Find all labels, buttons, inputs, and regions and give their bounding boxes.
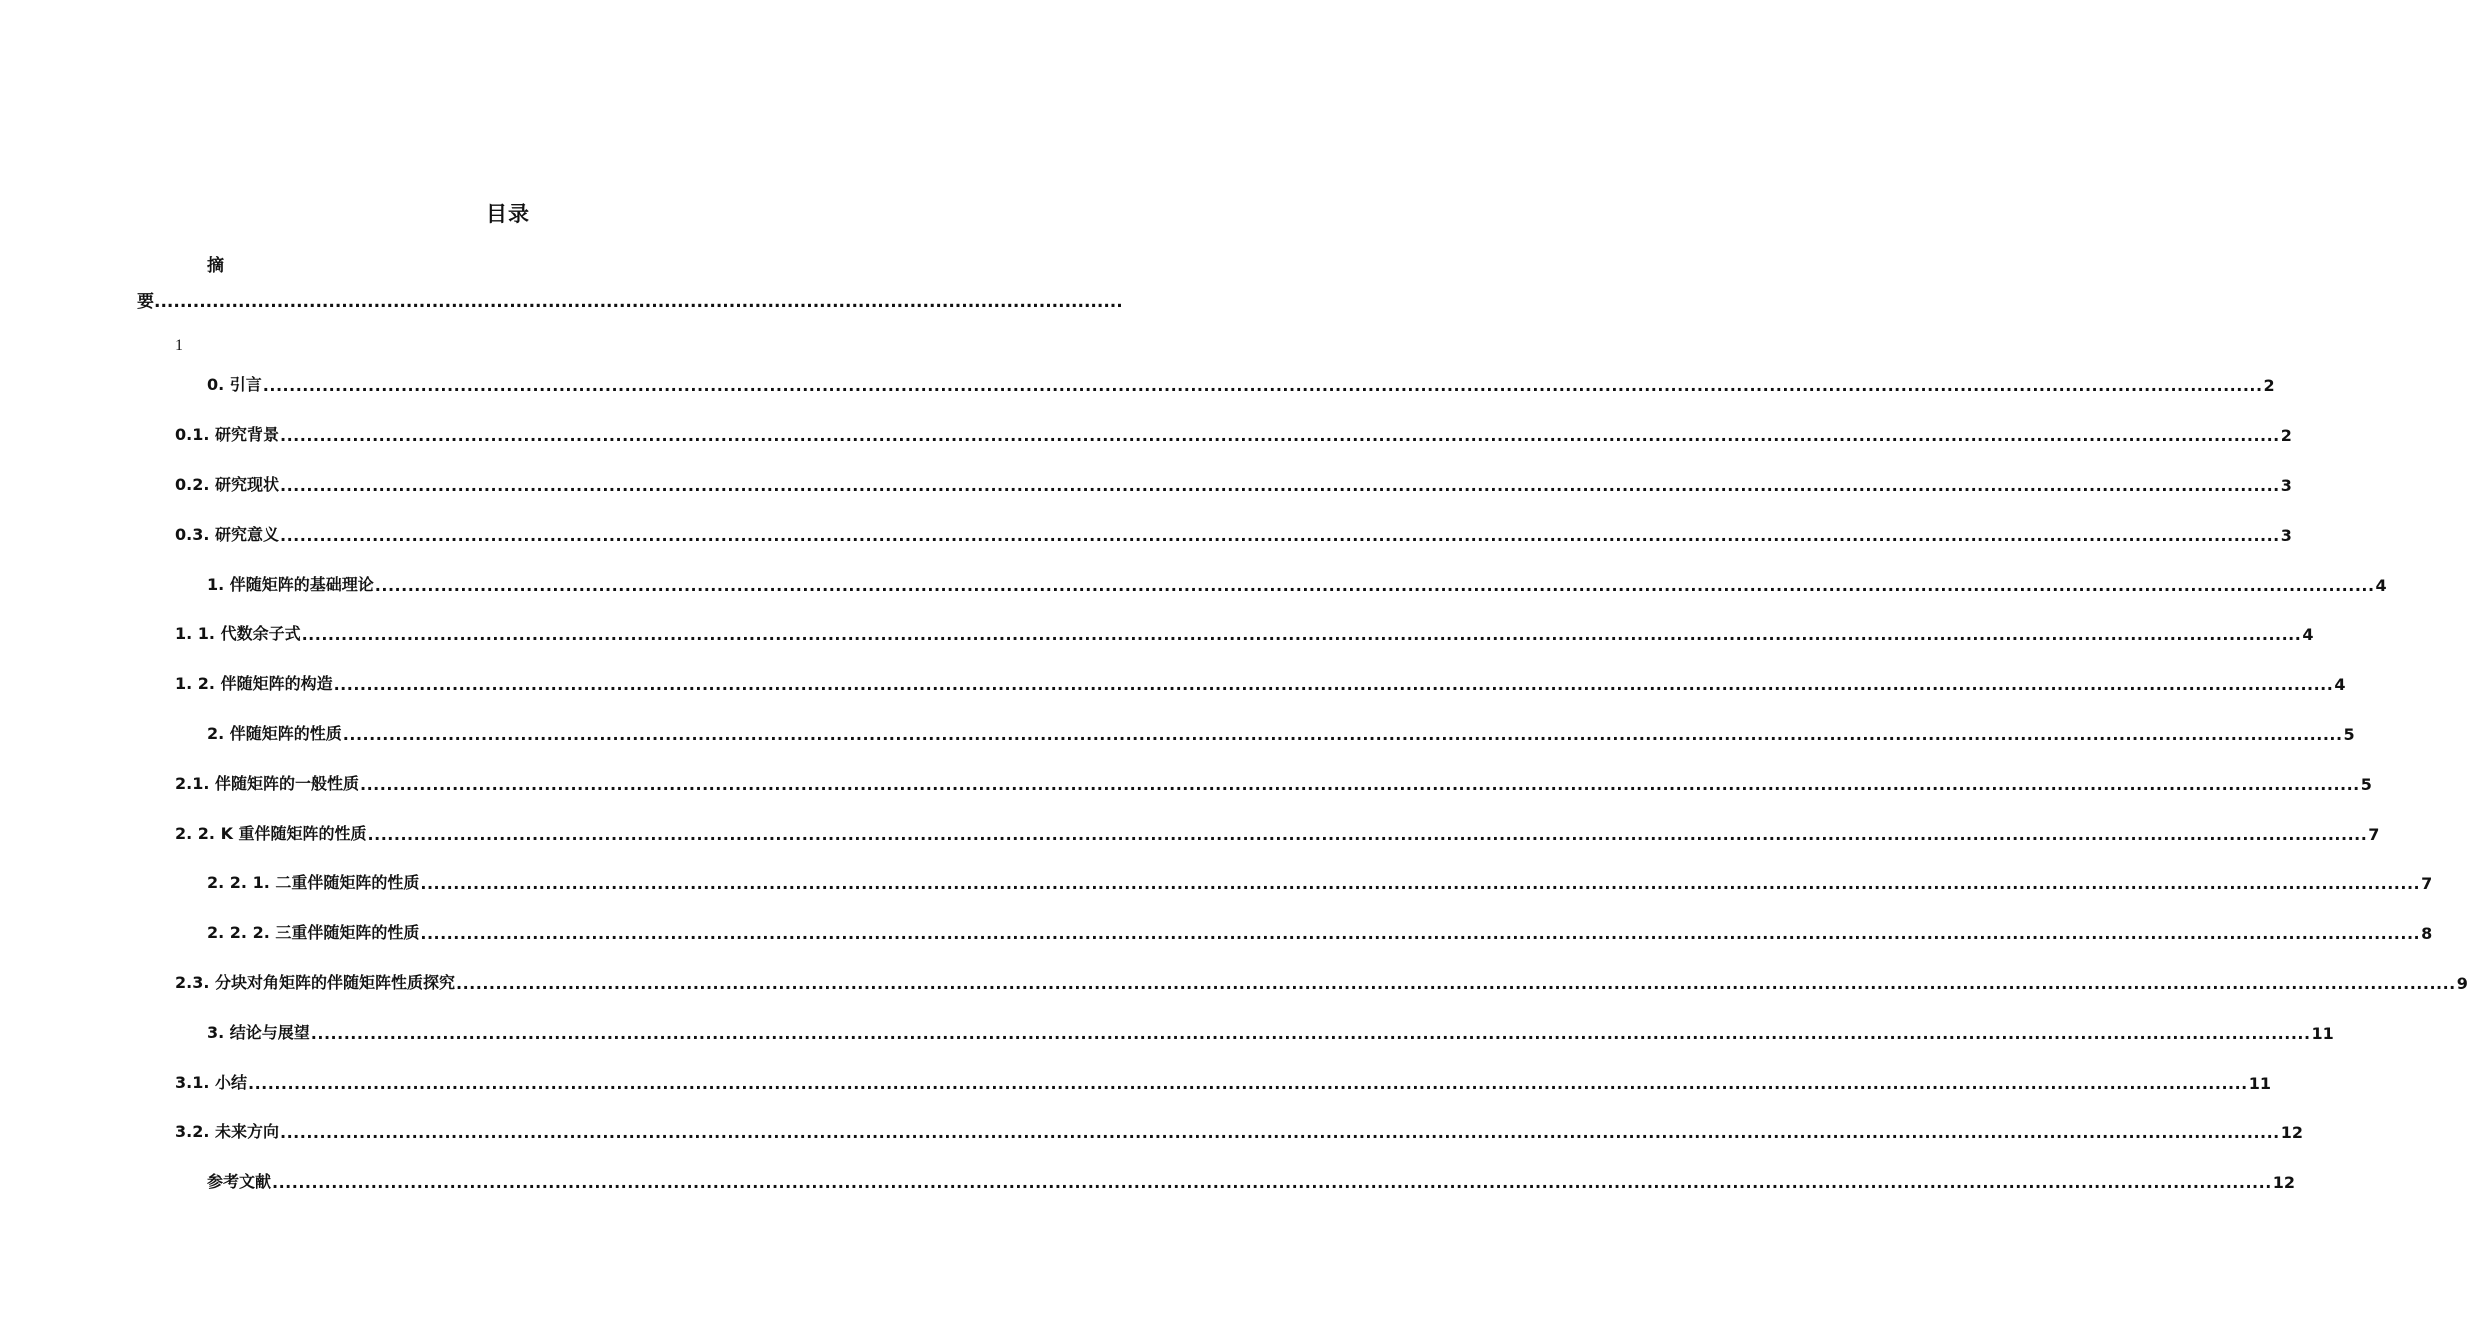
toc-entry-3[interactable] <box>175 521 2292 545</box>
toc-entry-12[interactable] <box>175 969 2468 993</box>
toc-entry-label: 2. 伴随矩阵的性质 <box>207 724 342 743</box>
toc-leader <box>368 825 2368 844</box>
toc-entry-label: 3. 结论与展望 <box>207 1023 310 1042</box>
toc-entry-label: 3.2. 未来方向 <box>175 1122 279 1141</box>
toc-entry-page: 7 <box>2421 874 2433 893</box>
toc-entry-label: 1. 1. 代数余子式 <box>175 624 301 643</box>
toc-leader <box>280 526 2280 545</box>
toc-entry-label: 1. 2. 伴随矩阵的构造 <box>175 674 333 693</box>
toc-entry-label: 2. 2. 1. 二重伴随矩阵的性质 <box>207 873 420 892</box>
toc-entry-page: 5 <box>2360 775 2372 794</box>
toc-entry-page: 5 <box>2343 725 2355 744</box>
toc-entry-label: 0.1. 研究背景 <box>175 425 279 444</box>
toc-entry-5[interactable] <box>175 620 2314 644</box>
toc-entry-11[interactable] <box>207 919 2433 943</box>
toc-leader <box>375 576 2375 595</box>
toc-leader <box>334 675 2334 694</box>
toc-entry-label: 0. 引言 <box>207 375 262 394</box>
toc-entry-label: 参考文献 <box>207 1172 272 1191</box>
toc-entry-page: 3 <box>2280 526 2292 545</box>
toc-entry-page: 2 <box>2263 376 2275 395</box>
toc-entry-page: 11 <box>2311 1024 2334 1043</box>
toc-entry-6[interactable] <box>175 670 2346 694</box>
toc-entry-page: 4 <box>2375 576 2387 595</box>
toc-entry-page: 12 <box>2272 1173 2296 1192</box>
toc-entry-1[interactable] <box>175 421 2292 445</box>
toc-leader <box>302 625 2302 644</box>
toc-entry-label: 0.3. 研究意义 <box>175 525 279 544</box>
toc-entry-label: 2. 2. K 重伴随矩阵的性质 <box>175 824 367 843</box>
toc-entry-page: 12 <box>2280 1123 2304 1142</box>
toc-leader <box>280 426 2280 445</box>
toc-entry-label: 1. 伴随矩阵的基础理论 <box>207 575 374 594</box>
toc-entry-label: 3.1. 小结 <box>175 1073 247 1092</box>
toc-entry-page: 11 <box>2248 1074 2272 1093</box>
toc-entry-4[interactable] <box>207 571 2387 595</box>
toc-leader <box>456 974 2456 993</box>
toc-entry-15[interactable] <box>175 1118 2304 1142</box>
toc-entry-page: 8 <box>2421 924 2433 943</box>
toc-leader <box>263 376 2263 395</box>
toc-entry-label: 0.2. 研究现状 <box>175 475 279 494</box>
toc-leader <box>280 1123 2280 1142</box>
page-title: 目录 <box>486 202 530 226</box>
toc-entry-9[interactable] <box>175 820 2380 844</box>
toc-entry-page: 7 <box>2368 825 2380 844</box>
toc-leader <box>360 775 2360 794</box>
toc-entry-7[interactable] <box>207 720 2355 744</box>
toc-entry-page: 4 <box>2334 675 2346 694</box>
toc-leader <box>311 1024 2311 1043</box>
toc-leader <box>420 924 2420 943</box>
toc-entry-page: 3 <box>2280 476 2292 495</box>
toc-entry-0[interactable] <box>207 371 2275 395</box>
toc-abstract-head: 摘 <box>207 256 224 276</box>
toc-entry-8[interactable] <box>175 770 2372 794</box>
toc-entry-2[interactable] <box>175 471 2292 495</box>
toc-abstract-page: 1 <box>175 337 183 354</box>
toc-leader <box>420 874 2420 893</box>
toc-leader <box>272 1173 2272 1192</box>
toc-leader <box>280 476 2280 495</box>
toc-entry-label: 2.3. 分块对角矩阵的伴随矩阵性质探究 <box>175 973 455 992</box>
toc-entry-10[interactable] <box>207 869 2433 893</box>
toc-leader <box>343 725 2343 744</box>
toc-entry-16[interactable] <box>207 1168 2296 1192</box>
toc-entry-page: 2 <box>2280 426 2292 445</box>
toc-entry-label: 2. 2. 2. 三重伴随矩阵的性质 <box>207 923 420 942</box>
toc-entry-13[interactable] <box>207 1019 2334 1043</box>
toc-entry-page: 9 <box>2456 974 2468 993</box>
toc-abstract-line: 要...................................................................................................................................................... <box>137 292 1123 312</box>
toc-entry-label: 2.1. 伴随矩阵的一般性质 <box>175 774 359 793</box>
toc-entry-page: 4 <box>2302 625 2314 644</box>
toc-entry-14[interactable] <box>175 1069 2272 1093</box>
toc-leader <box>248 1074 2248 1093</box>
